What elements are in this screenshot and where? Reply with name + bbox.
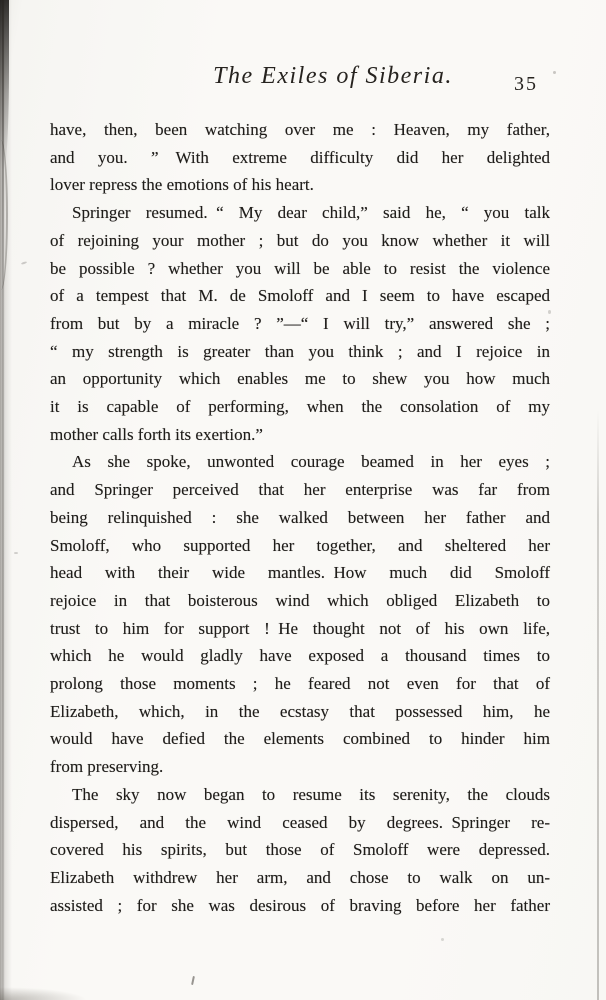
text-line: be possible ? whether you will be able to resist the violence: [50, 258, 550, 278]
scan-speck: [191, 976, 195, 985]
text-line: and you. ” With extreme difficulty did her delighted: [50, 147, 550, 167]
text-line: Elizabeth, which, in the ecstasy that possessed him, he: [50, 701, 550, 721]
text-line: assisted ; for she was desirous of braving before her father: [50, 895, 550, 915]
text-line: Smoloff, who supported her together, and sheltered her: [50, 535, 550, 555]
paragraph: [50, 781, 550, 920]
text-line: of rejoining your mother ; but do you know whether it will: [50, 230, 550, 250]
text-line: it is capable of performing, when the consolation of my: [50, 397, 550, 417]
text-line: from but by a miracle ? ”—“ I will try,” answered she ;: [50, 313, 550, 333]
text-line: would have defied the elements combined to hinder him: [50, 729, 550, 749]
page-right-edge-line: [597, 410, 599, 1000]
text-line: and Springer perceived that her enterprise was far from: [50, 480, 550, 500]
text-line: The sky now began to resume its serenity, the clouds: [72, 784, 550, 804]
text-line: lover repress the emotions of his heart.: [50, 175, 314, 195]
text-line: of a tempest that M. de Smoloff and I seem to have escaped: [50, 286, 550, 306]
paragraph: [50, 448, 550, 780]
text-line: rejoice in that boisterous wind which obliged Elizabeth to: [50, 590, 550, 610]
page-number: 35: [514, 73, 538, 95]
text-line: mother calls forth its exertion.”: [50, 424, 263, 444]
paragraph: [50, 199, 550, 448]
text-line: Springer resumed. “ My dear child,” said he, “ you talk: [72, 203, 550, 223]
text-line: Elizabeth withdrew her arm, and chose to walk on un-: [50, 867, 550, 887]
text-line: an opportunity which enables me to shew you how much: [50, 369, 550, 389]
scan-speck: [21, 261, 27, 265]
text-line: which he would gladly have exposed a thousand times to: [50, 646, 550, 666]
text-line: covered his spirits, but those of Smoloff were depressed.: [50, 840, 550, 860]
scan-speck: [14, 552, 18, 554]
scan-speck: [553, 71, 556, 74]
text-line: being relinquished : she walked between her father and: [50, 507, 550, 527]
text-line: As she spoke, unwonted courage beamed in her eyes ;: [72, 452, 550, 472]
text-line: from preserving.: [50, 757, 164, 777]
paragraph: [50, 116, 550, 199]
text-line: head with their wide mantles. How much did Smoloff: [50, 563, 550, 583]
text-line: “ my strength is greater than you think ; and I rejoice in: [50, 341, 550, 361]
text-line: prolong those moments ; he feared not even for that of: [50, 674, 550, 694]
running-header: [50, 63, 550, 99]
text-line: dispersed, and the wind ceased by degrees. Springer re-: [50, 812, 550, 832]
running-title: The Exiles of Siberia.: [213, 63, 453, 89]
text-line: have, then, been watching over me : Heaven, my father,: [50, 120, 550, 139]
text-line: trust to him for support ! He thought not of his own life,: [50, 618, 550, 638]
scan-smudge: [0, 976, 120, 1000]
text-block: [50, 116, 550, 919]
scan-speck: [441, 938, 444, 941]
